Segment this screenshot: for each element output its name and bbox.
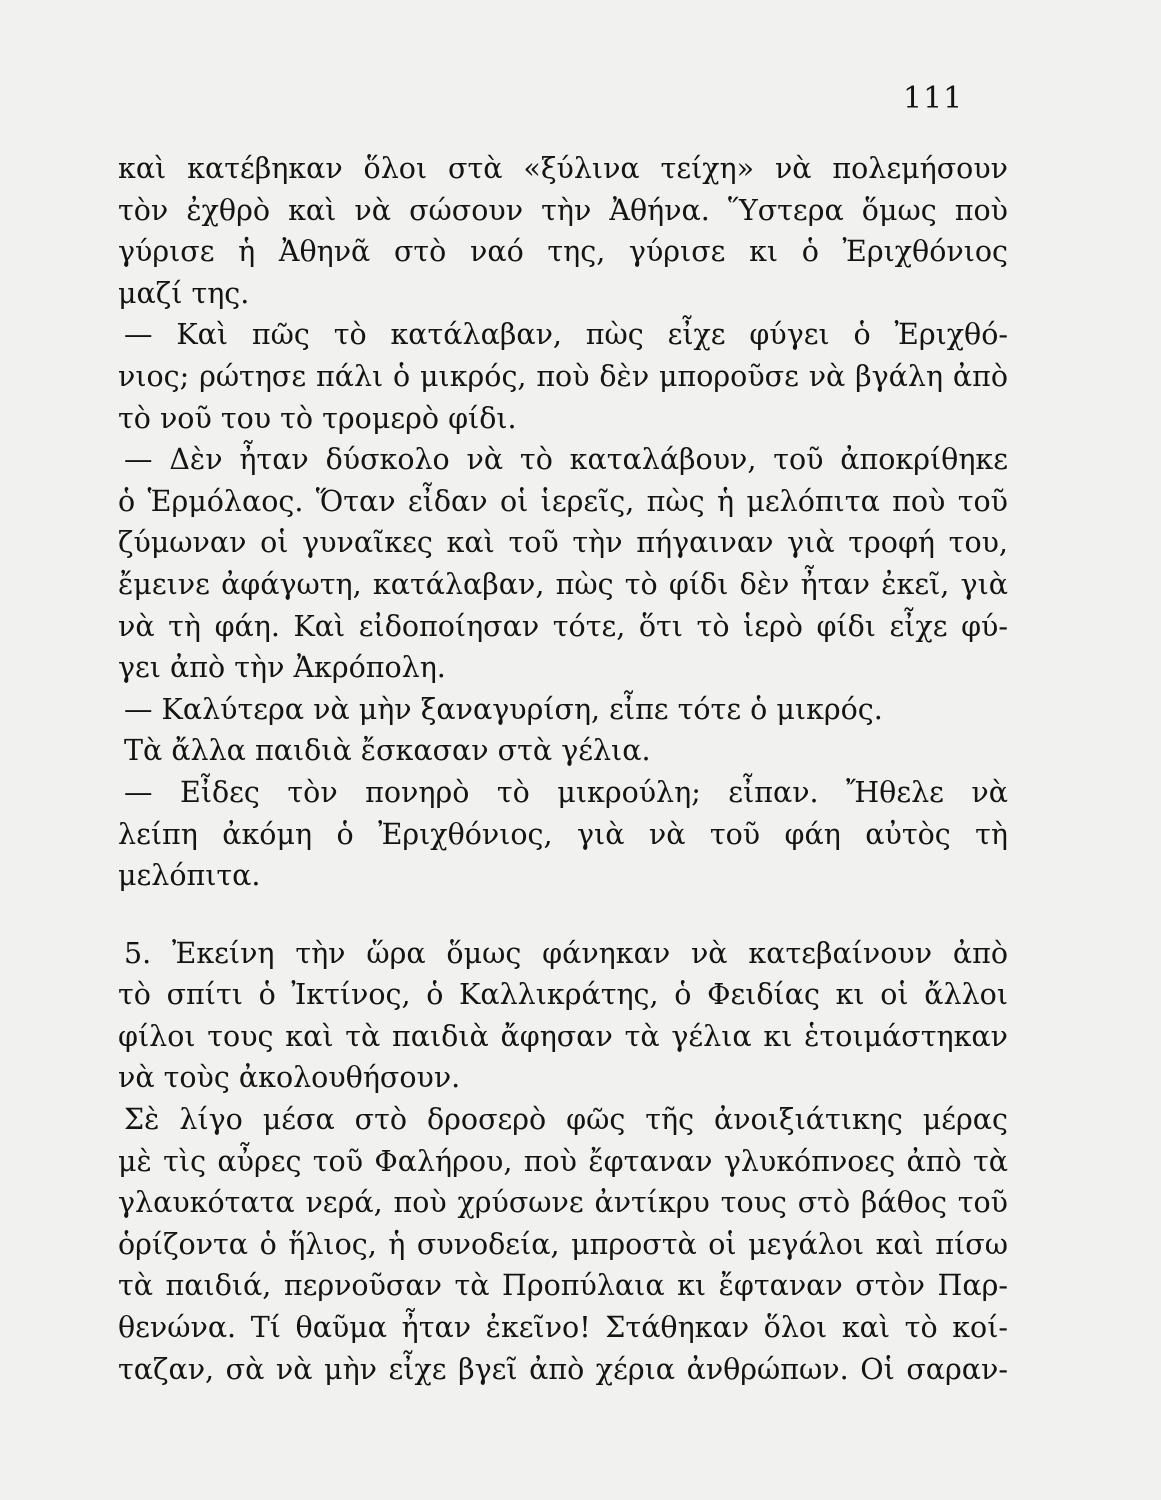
body-text — [118, 148, 1008, 1390]
text-line: τὸν ἐχθρὸ καὶ νὰ σώσουν τὴν Ἀθήνα. Ὕστερα ὅμως ποὺ — [118, 193, 1008, 227]
text-line: ταζαν, σὰ νὰ μὴν εἶχε βγεῖ ἀπὸ χέρια ἀνθρώπων. Οἱ σαραν- — [118, 1352, 1008, 1386]
text-line: ἔμεινε ἀφάγωτη, κατάλαβαν, πὼς τὸ φίδι δὲν ἦταν ἐκεῖ, γιὰ — [118, 567, 1008, 601]
text-line: λείπη ἀκόμη ὁ Ἐριχθόνιος, γιὰ νὰ τοῦ φάη αὐτὸς τὴ — [118, 817, 1008, 851]
text-line: Σὲ λίγο μέσα στὸ δροσερὸ φῶς τῆς ἀνοιξιάτικης μέρας — [124, 1103, 1008, 1137]
text-line: μὲ τὶς αὖρες τοῦ Φαλήρου, ποὺ ἔφταναν γλυκόπνοες ἀπὸ τὰ — [118, 1144, 1008, 1178]
text-line: τὸ σπίτι ὁ Ἰκτίνος, ὁ Καλλικράτης, ὁ Φειδίας κι οἱ ἄλλοι — [118, 978, 1008, 1012]
text-line: γει ἀπὸ τὴν Ἀκρόπολη. — [118, 651, 446, 685]
text-line: θενώνα. Τί θαῦμα ἦταν ἐκεῖνο! Στάθηκαν ὅλοι καὶ τὸ κοί- — [118, 1311, 1008, 1345]
text-line: τὸ νοῦ του τὸ τρομερὸ φίδι. — [118, 401, 517, 435]
text-line: νιος; ρώτησε πάλι ὁ μικρός, ποὺ δὲν μποροῦσε νὰ βγάλη ἀπὸ — [118, 359, 1008, 393]
section-heading-line: 5. Ἐκείνη τὴν ὥρα ὅμως φάνηκαν νὰ κατεβαίνουν ἀπὸ — [124, 936, 1008, 970]
text-line: — Δὲν ἦταν δύσκολο νὰ τὸ καταλάβουν, τοῦ ἀποκρίθηκε — [124, 443, 1008, 477]
text-line: νὰ τοὺς ἀκολουθήσουν. — [118, 1061, 461, 1095]
text-line: ζύμωναν οἱ γυναῖκες καὶ τοῦ τὴν πήγαιναν γιὰ τροφή του, — [118, 526, 1008, 560]
text-line: τὰ παιδιά, περνοῦσαν τὰ Προπύλαια κι ἔφταναν στὸν Παρ- — [118, 1269, 1008, 1303]
text-line: μαζί της. — [118, 276, 250, 310]
text-line: καὶ κατέβηκαν ὅλοι στὰ «ξύλινα τείχη» νὰ πολεμήσουν — [118, 152, 1008, 185]
text-line: μελόπιτα. — [118, 859, 261, 893]
text-line: γύρισε ἡ Ἀθηνᾶ στὸ ναό της, γύρισε κι ὁ Ἐριχθόνιος — [118, 235, 1008, 269]
text-line: γλαυκότατα νερά, ποὺ χρύσωνε ἀντίκρυ τους στὸ βάθος τοῦ — [118, 1186, 1008, 1220]
text-line: νὰ τὴ φάη. Καὶ εἰδοποίησαν τότε, ὅτι τὸ ἱερὸ φίδι εἶχε φύ- — [118, 609, 1008, 643]
text-line: — Καλύτερα νὰ μὴν ξαναγυρίση, εἶπε τότε ὁ μικρός. — [124, 692, 883, 726]
text-line: — Καὶ πῶς τὸ κατάλαβαν, πὼς εἶχε φύγει ὁ Ἐριχθό- — [124, 318, 1008, 352]
page-number: 111 — [903, 81, 964, 116]
text-line: Τὰ ἄλλα παιδιὰ ἔσκασαν στὰ γέλια. — [124, 734, 651, 768]
text-line: φίλοι τους καὶ τὰ παιδιὰ ἄφησαν τὰ γέλια κι ἑτοιμάστηκαν — [118, 1019, 1008, 1053]
section-gap — [118, 897, 1008, 933]
text-line: ὁ Ἑρμόλαος. Ὅταν εἶδαν οἱ ἱερεῖς, πὼς ἡ μελόπιτα ποὺ τοῦ — [118, 484, 1008, 518]
text-line: ὁρίζοντα ὁ ἥλιος, ἡ συνοδεία, μπροστὰ οἱ μεγάλοι καὶ πίσω — [118, 1227, 1008, 1261]
text-line: — Εἶδες τὸν πονηρὸ τὸ μικρούλη; εἶπαν. Ἤθελε νὰ — [124, 775, 1008, 809]
